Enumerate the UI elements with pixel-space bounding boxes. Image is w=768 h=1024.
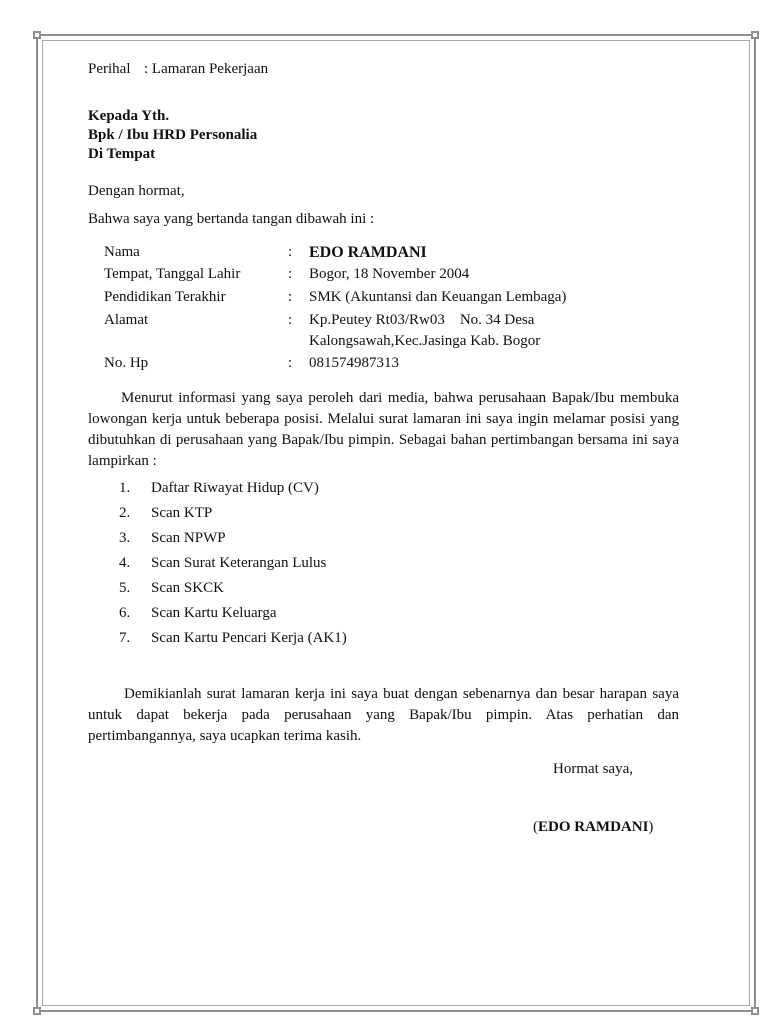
recipient-line-3: Di Tempat	[88, 146, 156, 162]
list-item-number: 4.	[119, 555, 131, 571]
info-colon: :	[288, 289, 293, 305]
info-value-education: SMK (Akuntansi dan Keuangan Lembaga)	[309, 289, 567, 305]
perihal-value: : Lamaran Pekerjaan	[144, 61, 269, 77]
info-colon: :	[288, 355, 293, 371]
info-colon: :	[288, 312, 293, 328]
border-corner-top-left	[33, 31, 41, 39]
signature-block	[533, 818, 653, 837]
list-item-number: 6.	[119, 605, 131, 621]
greeting: Dengan hormat,	[88, 183, 185, 199]
recipient-line-2: Bpk / Ibu HRD Personalia	[88, 127, 258, 143]
info-value-address-line-1: Kp.Peutey Rt03/Rw03 No. 34 Desa	[309, 312, 535, 328]
list-item-text: Daftar Riwayat Hidup (CV)	[151, 480, 319, 496]
body-paragraph-1: Menurut informasi yang saya peroleh dari media, bahwa perusahaan Bapak/Ibu membuka lowongan kerja untuk beberapa posisi. Melalui surat lamaran ini saya ingin melamar posisi yang dibutuhkan di perusahaan yang Bapak/Ibu pimpin. Sebagai bahan pertimbangan bersama ini saya lampirkan :	[88, 390, 679, 469]
info-label-birth: Tempat, Tanggal Lahir	[104, 266, 241, 282]
intro-text: Bahwa saya yang bertanda tangan dibawah ini :	[88, 211, 375, 227]
list-item-text: Scan SKCK	[151, 580, 224, 596]
signature-close-paren: )	[648, 819, 654, 835]
info-colon: :	[288, 266, 293, 282]
info-value-phone: 081574987313	[309, 355, 399, 371]
border-corner-bottom-right	[751, 1007, 759, 1015]
list-item-number: 3.	[119, 530, 131, 546]
info-label-education: Pendidikan Terakhir	[104, 289, 226, 305]
info-value-address-line-2: Kalongsawah,Kec.Jasinga Kab. Bogor	[309, 333, 541, 349]
list-item-text: Scan KTP	[151, 505, 213, 521]
list-item-number: 5.	[119, 580, 131, 596]
info-colon: :	[288, 244, 293, 260]
perihal-label: Perihal	[88, 61, 131, 77]
list-item-text: Scan NPWP	[151, 530, 226, 546]
signature-open-paren: (	[533, 819, 538, 835]
info-value-birth: Bogor, 18 November 2004	[309, 266, 470, 282]
recipient-line-1: Kepada Yth.	[88, 108, 170, 124]
info-label-address: Alamat	[104, 312, 149, 328]
body-paragraph-2: Demikianlah surat lamaran kerja ini saya buat dengan sebenarnya dan besar harapan saya untuk dapat bekerja pada perusahaan yang Bapak/Ibu pimpin. Atas perhatian dan pertimbangannya, saya ucapkan terima kasih.	[88, 686, 679, 744]
closing-salutation: Hormat saya,	[553, 761, 633, 777]
list-item-number: 7.	[119, 630, 131, 646]
signature-name: EDO RAMDANI	[538, 819, 649, 835]
list-item-text: Scan Kartu Pencari Kerja (AK1)	[151, 630, 347, 646]
border-corner-top-right	[751, 31, 759, 39]
info-value-name: EDO RAMDANI	[309, 244, 427, 261]
list-item-number: 1.	[119, 480, 131, 496]
list-item-text: Scan Kartu Keluarga	[151, 605, 277, 621]
border-corner-bottom-left	[33, 1007, 41, 1015]
list-item-number: 2.	[119, 505, 131, 521]
list-item-text: Scan Surat Keterangan Lulus	[151, 555, 327, 571]
info-label-phone: No. Hp	[104, 355, 149, 371]
info-label-name: Nama	[104, 244, 140, 260]
